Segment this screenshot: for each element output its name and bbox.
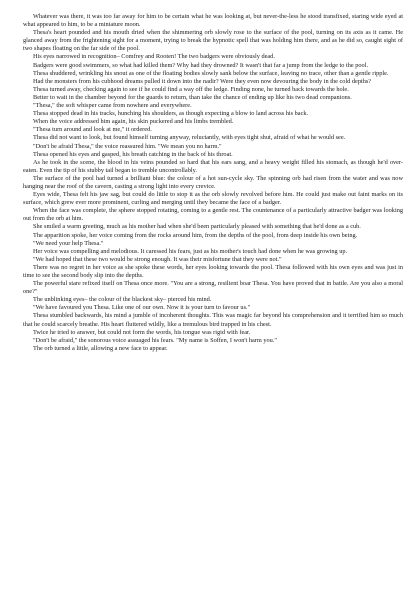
paragraph: "We had hoped that these two would be strong enough. It was their misfortune that they were not.": [33, 255, 282, 263]
paragraph: "Don't be afraid," the sonorous voice assuaged his fears. "My name is Soffen, I won't harm you.": [33, 336, 277, 344]
paragraph: Had the monsters from his cubhood dreams pulled it down into the nadir? Were they even now devouring the body in the cold depths?: [33, 77, 372, 85]
paragraph: The apparition spoke, her voice coming from the rocks around him, from the depths of the pool, from deep inside his own being.: [33, 231, 358, 239]
paragraph: When the face was complete, the sphere stopped rotating, coming to a gentle rest. The countenance of a particularly attractive badger was looking out from the orb at him.: [23, 207, 403, 223]
paragraph: Thesa shuddered, wrinkling his snout as one of the floating bodies slowly sank below the surface, leaving no trace, other than a gentle ripple.: [33, 69, 389, 77]
paragraph: The surface of the pool had turned a brilliant blue: the colour of a hot sun-cycle sky. The spinning orb had risen from the water and was now hanging near the roof of the cavern, casting a strong light into every crevice.: [23, 174, 403, 190]
paragraph: The unblinking eyes– the colour of the blackest sky– pierced his mind.: [33, 296, 212, 304]
paragraph: His eyes narrowed in recognition– Comfrey and Rooten! The two badgers were obviously dead.: [33, 53, 275, 61]
paragraph: When the voice addressed him again, his skin puckered and his limbs trembled.: [33, 118, 234, 126]
paragraph: Badgers were good swimmers, so what had killed them? Why had they drowned? It wasn't that far a jump from the ledge to the pool.: [33, 61, 369, 69]
paragraph: She smiled a warm greeting, much as his mother had when she'd been particularly pleased with something that he'd done as a cub.: [33, 223, 361, 231]
paragraph: There was no regret in her voice as she spoke these words, her eyes looking towards the pool. Thesa followed with his own eyes and was just in time to see the second body slip into the depths.: [23, 263, 403, 279]
paragraph: "We have favoured you Thesa. Like one of our own. Now it is your turn to favour us.": [33, 304, 251, 312]
paragraph: Thesa turned away, checking again to see if he could find a way off the ledge. Finding none, he turned back towards the hole.: [33, 85, 349, 93]
paragraph: Thesa opened his eyes and gasped, his breath catching in the back of his throat.: [33, 150, 233, 158]
paragraph: "Thesa turn around and look at me," it ordered.: [33, 126, 152, 134]
document-page: [23, 13, 403, 353]
paragraph: Better to wait in the chamber beyond for the guards to return, than take the chance of ending up like his two dead companions.: [33, 93, 352, 101]
paragraph: Thesa stumbled backwards, his mind a jumble of incoherent thoughts. This was magic far beyond his comprehension and it terrified him so much that he could scarcely breathe. His heart fluttered wildly, like a tremulous bird trapped in his chest.: [23, 312, 403, 328]
paragraph: Thesa did not want to look, but found himself turning anyway, reluctantly, with eyes tight shut, afraid of what he would see.: [33, 134, 346, 142]
paragraph: "Thesa," the soft whisper came from nowhere and everywhere.: [33, 102, 192, 110]
paragraph: Twice he tried to answer, but could not form the words, his tongue was rigid with fear.: [33, 328, 251, 336]
paragraph: "Don't be afraid Thesa," the voice reassured him. "We mean you no harm.": [33, 142, 222, 150]
paragraph: Thesa stopped dead in his tracks, hunching his shoulders, as though expecting a blow to land across his back.: [33, 110, 309, 118]
paragraph: The orb turned a little, allowing a new face to appear.: [33, 344, 168, 352]
paragraph: "We need your help Thesa.": [33, 239, 104, 247]
paragraph: Eyes wide, Thesa felt his jaw sag, but could do little to stop it as the orb slowly revolved before him. He could just make out faint marks on its surface, which grew ever more prominent, curling and merging until they became the face of a badger.: [23, 191, 403, 207]
paragraph: Her voice was compelling and melodious. It caressed his fears, just as his mother's touch had done when he was growing up.: [33, 247, 348, 255]
paragraph: Thesa's heart pounded and his mouth dried when the shimmering orb slowly rose to the surface of the pool, turning on its axis as it came. He glanced away from the frightening sight for a moment, trying to break the hypnotic spell that was holding him there, and as he did so, caught sight of two shapes floating on the far side of the pool.: [23, 29, 403, 53]
paragraph: Whatever was there, it was too far away for him to be certain what he was looking at, but never-the-less he stood transfixed, staring wide eyed at what appeared to him, to be a miniature moon.: [23, 13, 403, 29]
paragraph: As he took in the scene, the blood in his veins pounded so hard that his ears sang, and a heavy weight filled his stomach, as though he'd over-eaten. Even the tip of his stubby tail began to tremble uncontrollably.: [23, 158, 403, 174]
paragraph: The powerful stare refixed itself on Thesa once more. "You are a strong, resilient boar Thesa. You have proved that in battle. Are you also a moral one?": [23, 280, 403, 296]
